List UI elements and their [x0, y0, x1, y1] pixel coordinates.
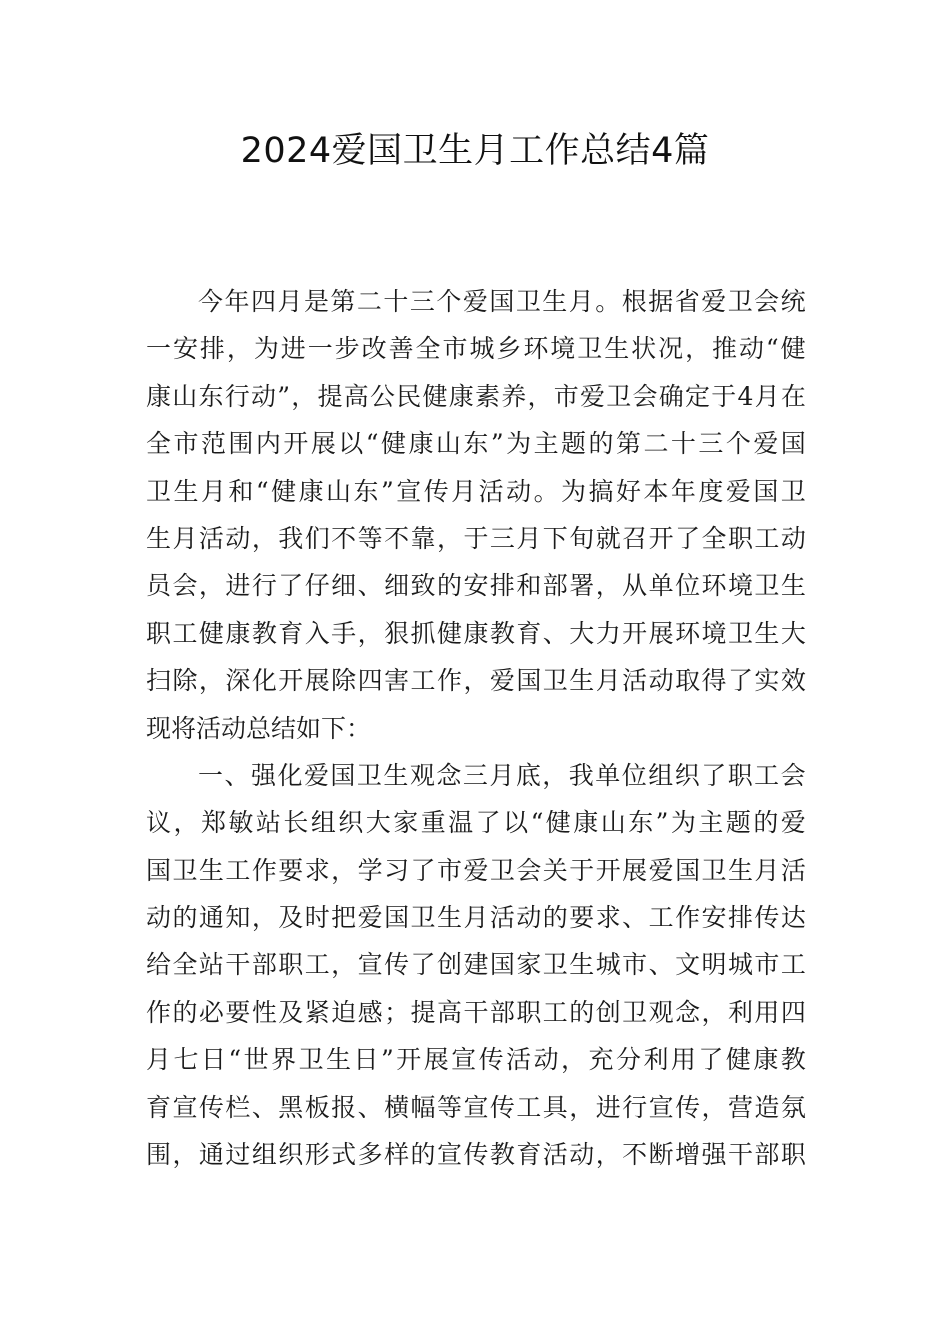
paragraph-line: 现将活动总结如下：: [146, 713, 372, 743]
paragraph-line: 作 的 必 要 性 及 紧 迫 感 ； 提 高 干 部 职 工 的 创 卫 观 念 ， 利 用 四: [146, 997, 806, 1027]
paragraph-line: 月 七 日 “ 世 界 卫 生 日 ” 开 展 宣 传 活 动 ， 充 分 利 用 了 健 康 教: [146, 1045, 806, 1075]
paragraph-line: 卫 生 月 和 “ 健 康 山 东 ” 宣 传 月 活 动 。 为 搞 好 本 年 度 爱 国 卫: [146, 476, 806, 506]
paragraph-line: 围 ， 通 过 组 织 形 式 多 样 的 宣 传 教 育 活 动 ， 不 断 增 强 干 部 职: [146, 1140, 806, 1170]
paragraph-line: 动 的 通 知 ， 及 时 把 爱 国 卫 生 月 活 动 的 要 求 、 工 作 安 排 传 达: [146, 903, 806, 933]
paragraph-line: 给 全 站 干 部 职 工 ， 宣 传 了 创 建 国 家 卫 生 城 市 、 文 明 城 市 工: [146, 950, 806, 980]
paragraph-line: 一 安 排 ， 为 进 一 步 改 善 全 市 城 乡 环 境 卫 生 状 况 ， 推 动 “ 健: [146, 334, 806, 364]
paragraph-line: 康 山 东 行 动 ” ， 提 高 公 民 健 康 素 养 ， 市 爱 卫 会 确 定 于 4 月 在: [146, 381, 806, 411]
paragraph-line: 议 ， 郑 敏 站 长 组 织 大 家 重 温 了 以 “ 健 康 山 东 ” 为 主 题 的 爱: [146, 808, 806, 838]
paragraph-line: 员 会 ， 进 行 了 仔 细 、 细 致 的 安 排 和 部 署 ， 从 单 位 环 境 卫 生: [146, 571, 806, 601]
paragraph-line: 国 卫 生 工 作 要 求 ， 学 习 了 市 爱 卫 会 关 于 开 展 爱 国 卫 生 月 活: [146, 855, 806, 885]
paragraph-line: 一 、 强 化 爱 国 卫 生 观 念 三 月 底 ， 我 单 位 组 织 了 职 工 会: [198, 760, 806, 790]
paragraph-line: 职 工 健 康 教 育 入 手 ， 狠 抓 健 康 教 育 、 大 力 开 展 环 境 卫 生 大: [146, 618, 806, 648]
paragraph-line: 生 月 活 动 ， 我 们 不 等 不 靠 ， 于 三 月 下 旬 就 召 开 了 全 职 工 动: [146, 523, 806, 553]
paragraph-line: 育 宣 传 栏 、 黑 板 报 、 横 幅 等 宣 传 工 具 ， 进 行 宣 传 ， 营 造 氛: [146, 1092, 806, 1122]
paragraph-line: 全 市 范 围 内 开 展 以 “ 健 康 山 东 ” 为 主 题 的 第 二 十 三 个 爱 国: [146, 429, 806, 459]
document-body: [146, 278, 806, 1178]
paragraph-line: 扫 除 ， 深 化 开 展 除 四 害 工 作 ， 爱 国 卫 生 月 活 动 取 得 了 实 效: [146, 666, 806, 696]
document-title: 2024爱国卫生月工作总结4篇: [240, 131, 710, 171]
paragraph-line: 今 年 四 月 是 第 二 十 三 个 爱 国 卫 生 月 。 根 据 省 爱 卫 会 统: [198, 287, 806, 316]
